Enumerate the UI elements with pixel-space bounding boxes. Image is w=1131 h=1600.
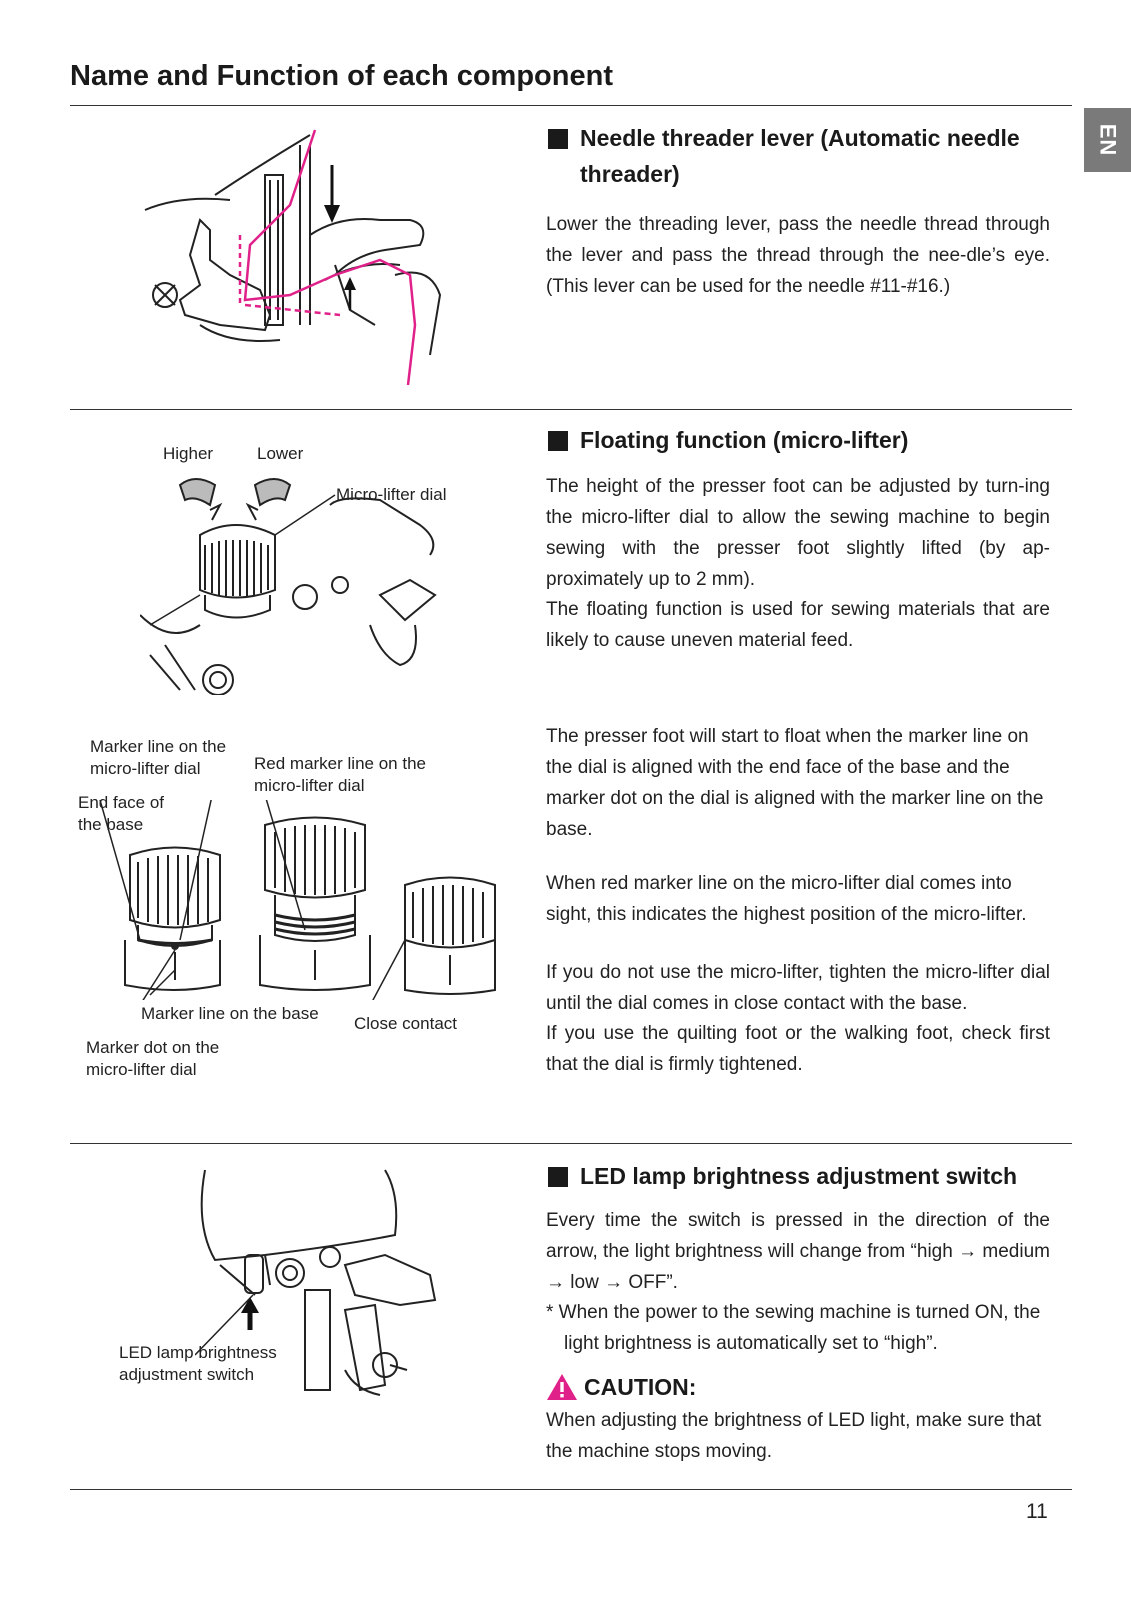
led-power-note: * When the power to the sewing machine is turned ON, the light brightness is automatically set to “high”. xyxy=(546,1302,1041,1354)
section-heading-needle-threader: Needle threader lever (Automatic needle threader) xyxy=(548,120,1058,192)
needle-threader-description: Lower the threading lever, pass the needle thread through the lever and pass the thread through the nee-dle’s eye. (This lever can be used for the needle #11-#16.) xyxy=(546,214,1050,297)
label-micro-lifter-dial: Micro-lifter dial xyxy=(336,485,447,504)
caution-heading: CAUTION: xyxy=(546,1373,696,1401)
section-heading-led-switch: LED lamp brightness adjustment switch xyxy=(548,1158,1058,1194)
tighten-dial-description: If you do not use the micro-lifter, tighten the micro-lifter dial until the dial comes in close contact with the base. xyxy=(546,962,1050,1014)
section-divider xyxy=(70,409,1072,410)
bullet-square xyxy=(548,129,568,149)
warning-icon xyxy=(546,1373,578,1401)
page-title: Name and Function of each component xyxy=(70,60,613,92)
floating-function-usage: The floating function is used for sewing materials that are likely to cause uneven material feed. xyxy=(546,599,1050,651)
label-lower: Lower xyxy=(257,444,304,463)
label-higher: Higher xyxy=(163,444,214,463)
language-tab: EN xyxy=(1084,108,1131,172)
section-divider xyxy=(70,1143,1072,1144)
led-switch-description: Every time the switch is pressed in the direction of the arrow, the light brightness will change from “high → medium → low → OFF”. xyxy=(546,1210,1050,1293)
bullet-square xyxy=(548,431,568,451)
header-rule xyxy=(70,105,1072,106)
label-marker-line-dial: Marker line on the micro-lifter dial xyxy=(90,737,227,778)
label-red-marker-line: Red marker line on the micro-lifter dial xyxy=(254,754,426,795)
quilting-foot-description: If you use the quilting foot or the walking foot, check first that the dial is firmly tightened. xyxy=(546,1023,1050,1075)
caution-description: When adjusting the brightness of LED light, make sure that the machine stops moving. xyxy=(546,1410,1042,1462)
bullet-square xyxy=(548,1167,568,1187)
dial-positions-illustration xyxy=(90,800,530,1000)
micro-lifter-dial-illustration xyxy=(140,465,450,695)
label-marker-dot: Marker dot on the micro-lifter dial xyxy=(86,1038,220,1079)
floating-function-description: The height of the presser foot can be adjusted by turn-ing the micro-lifter dial to allow the sewing machine to begin sewing with the presser foot slightly lifted (by ap-proximately up to 2 mm). xyxy=(546,476,1050,590)
marker-alignment-description: The presser foot will start to float when the marker line on the dial is aligned with the end face of the base and the marker dot on the dial is aligned with the marker line on the base. xyxy=(546,726,1044,840)
footer-rule xyxy=(70,1489,1072,1490)
label-close-contact: Close contact xyxy=(354,1014,457,1033)
label-led-switch: LED lamp brightness adjustment switch xyxy=(119,1343,277,1384)
section-heading-floating-function: Floating function (micro-lifter) xyxy=(548,422,1058,458)
page-number: 11 xyxy=(1026,1500,1048,1523)
red-marker-description: When red marker line on the micro-lifter dial comes into sight, this indicates the highest position of the micro-lifter. xyxy=(546,873,1027,925)
label-marker-line-base: Marker line on the base xyxy=(141,1004,319,1023)
label-end-face: End face of the base xyxy=(78,793,165,834)
needle-threader-illustration xyxy=(140,125,460,395)
